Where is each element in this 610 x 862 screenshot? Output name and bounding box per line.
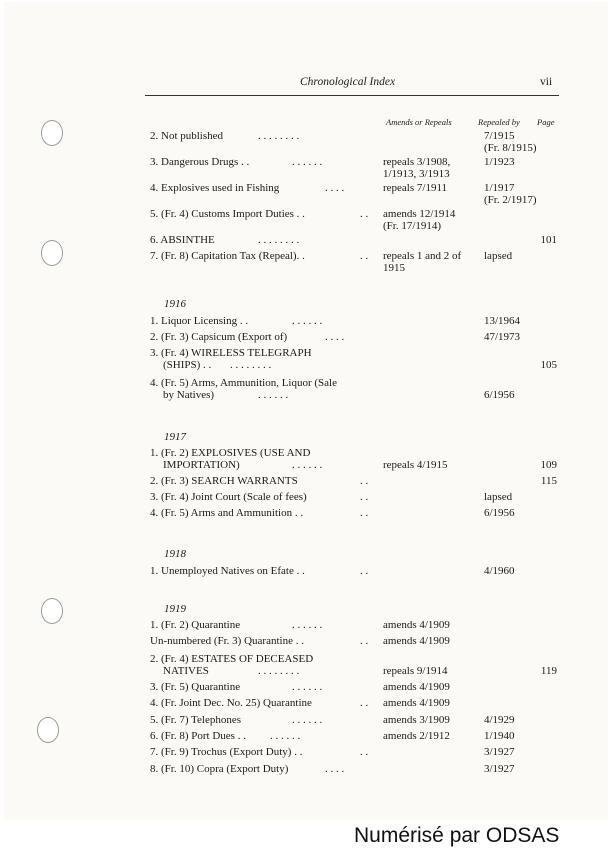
running-header-page-number: vii [540,76,553,88]
repealed-by: 47/1973 [484,331,521,343]
entry-title: 6. ABSINTHE [150,234,215,246]
entry-title: 3. (Fr. 4) WIRELESS TELEGRAPH [150,347,312,359]
page-reference: 105 [540,359,557,371]
repealed-by: 4/1960 [484,565,515,577]
entry-title: 2. (Fr. 3) Capsicum (Export of) [150,331,288,343]
amends-or-repeals: repeals 7/1911 [383,182,448,194]
amends-or-repeals-cont: (Fr. 17/1914) [383,220,442,232]
entry-title: 3. (Fr. 5) Quarantine [150,681,241,693]
amends-or-repeals: amends 12/1914 [383,208,456,220]
entry-title: 4. (Fr. 5) Arms and Ammunition . . [150,507,304,519]
leader-dots: . . [360,475,369,487]
year-heading-1917: 1917 [164,431,186,443]
leader-dots: . . . . . . [270,730,301,742]
page-reference: 101 [540,234,557,246]
leader-dots: . . [360,250,369,262]
binder-hole-4 [37,717,59,743]
year-heading-1919: 1919 [164,603,186,615]
amends-or-repeals: amends 4/1909 [383,681,450,693]
leader-dots: . . . . . . [292,681,323,693]
leader-dots: . . [360,491,369,503]
leader-dots: . . . . . . . . [258,665,300,677]
repealed-by: 1/1917 [484,182,515,194]
repealed-by: lapsed [484,491,513,503]
leader-dots: . . . . . . [292,714,323,726]
entry-title: 2. Not published [150,130,224,142]
year-heading-1916: 1916 [164,298,186,310]
entry-title: 1. Unemployed Natives on Efate . . [150,565,305,577]
leader-dots: . . [360,507,369,519]
repealed-by: 6/1956 [484,507,515,519]
leader-dots: . . . . [325,331,345,343]
entry-title: 8. (Fr. 10) Copra (Export Duty) [150,763,289,775]
entry-title: 4. (Fr. 5) Arms, Ammunition, Liquor (Sale [150,377,337,389]
amends-or-repeals: amends 2/1912 [383,730,450,742]
entry-title: 4. (Fr. Joint Dec. No. 25) Quarantine [150,697,312,709]
amends-or-repeals: repeals 4/1915 [383,459,448,471]
leader-dots: . . [360,746,369,758]
page-reference: 119 [540,665,557,677]
entry-title-cont: by Natives) [163,389,215,401]
entry-title: 4. Explosives used in Fishing [150,182,280,194]
repealed-by: 6/1956 [484,389,515,401]
binder-hole-1 [41,120,63,146]
leader-dots: . . . . . . . . [258,234,300,246]
repealed-by: 3/1927 [484,746,515,758]
leader-dots: . . . . [325,182,345,194]
entry-title: 5. (Fr. 7) Telephones [150,714,241,726]
amends-or-repeals: amends 3/1909 [383,714,450,726]
leader-dots: . . . . . . . . [230,359,272,371]
page-reference: 109 [540,459,557,471]
entry-title: 1. (Fr. 2) EXPLOSIVES (USE AND [150,447,311,459]
leader-dots: . . . . . . [292,156,323,168]
leader-dots: . . . . . . [292,459,323,471]
binder-hole-2 [41,240,63,266]
running-header-title: Chronological Index [300,76,396,88]
amends-or-repeals: amends 4/1909 [383,697,450,709]
entry-title: 7. (Fr. 8) Capitation Tax (Repeal). . [150,250,305,262]
leader-dots: . . [360,697,369,709]
entry-title: 6. (Fr. 8) Port Dues . . [150,730,246,742]
entry-title-cont: NATIVES [163,665,209,677]
amends-or-repeals-cont: 1/1913, 3/1913 [383,168,450,180]
repealed-by-cont: (Fr. 2/1917) [484,194,537,206]
leader-dots: . . . . [325,763,345,775]
header-rule [145,95,559,96]
repealed-by: 13/1964 [484,315,521,327]
entry-title: 1. (Fr. 2) Quarantine [150,619,241,631]
entry-title: 1. Liquor Licensing . . [150,315,249,327]
column-header-amends: Amends or Repeals [386,117,452,127]
binder-hole-3 [41,598,63,624]
amends-or-repeals: amends 4/1909 [383,635,450,647]
digitization-watermark: Numérisé par ODSAS [354,824,560,847]
entry-title: 3. (Fr. 4) Joint Court (Scale of fees) [150,491,307,503]
amends-or-repeals: repeals 1 and 2 of [383,250,462,262]
column-header-repealed: Repealed by [478,117,520,127]
leader-dots: . . . . . . [292,619,323,631]
amends-or-repeals: repeals 3/1908, [383,156,451,168]
repealed-by: lapsed [484,250,513,262]
column-header-page: Page [537,117,555,127]
entry-title-cont: (SHIPS) . . [163,359,212,371]
leader-dots: . . [360,208,369,220]
leader-dots: . . [360,635,369,647]
leader-dots: . . . . . . . . [258,130,300,142]
leader-dots: . . . . . . [258,389,289,401]
amends-or-repeals-cont: 1915 [383,262,405,274]
repealed-by: 7/1915 [484,130,515,142]
entry-title: 5. (Fr. 4) Customs Import Duties . . [150,208,305,220]
year-heading-1918: 1918 [164,548,186,560]
repealed-by: 1/1923 [484,156,515,168]
amends-or-repeals: repeals 9/1914 [383,665,448,677]
repealed-by-cont: (Fr. 8/1915) [484,142,537,154]
entry-title: 2. (Fr. 3) SEARCH WARRANTS [150,475,298,487]
repealed-by: 1/1940 [484,730,515,742]
repealed-by: 4/1929 [484,714,515,726]
amends-or-repeals: amends 4/1909 [383,619,450,631]
leader-dots: . . . . . . [292,315,323,327]
entry-title-cont: IMPORTATION) [163,459,240,471]
page-reference: 115 [540,475,557,487]
entry-title: 7. (Fr. 9) Trochus (Export Duty) . . [150,746,303,758]
leader-dots: . . [360,565,369,577]
entry-title: Un-numbered (Fr. 3) Quarantine . . [150,635,304,647]
repealed-by: 3/1927 [484,763,515,775]
entry-title: 3. Dangerous Drugs . . [150,156,250,168]
entry-title: 2. (Fr. 4) ESTATES OF DECEASED [150,653,314,665]
